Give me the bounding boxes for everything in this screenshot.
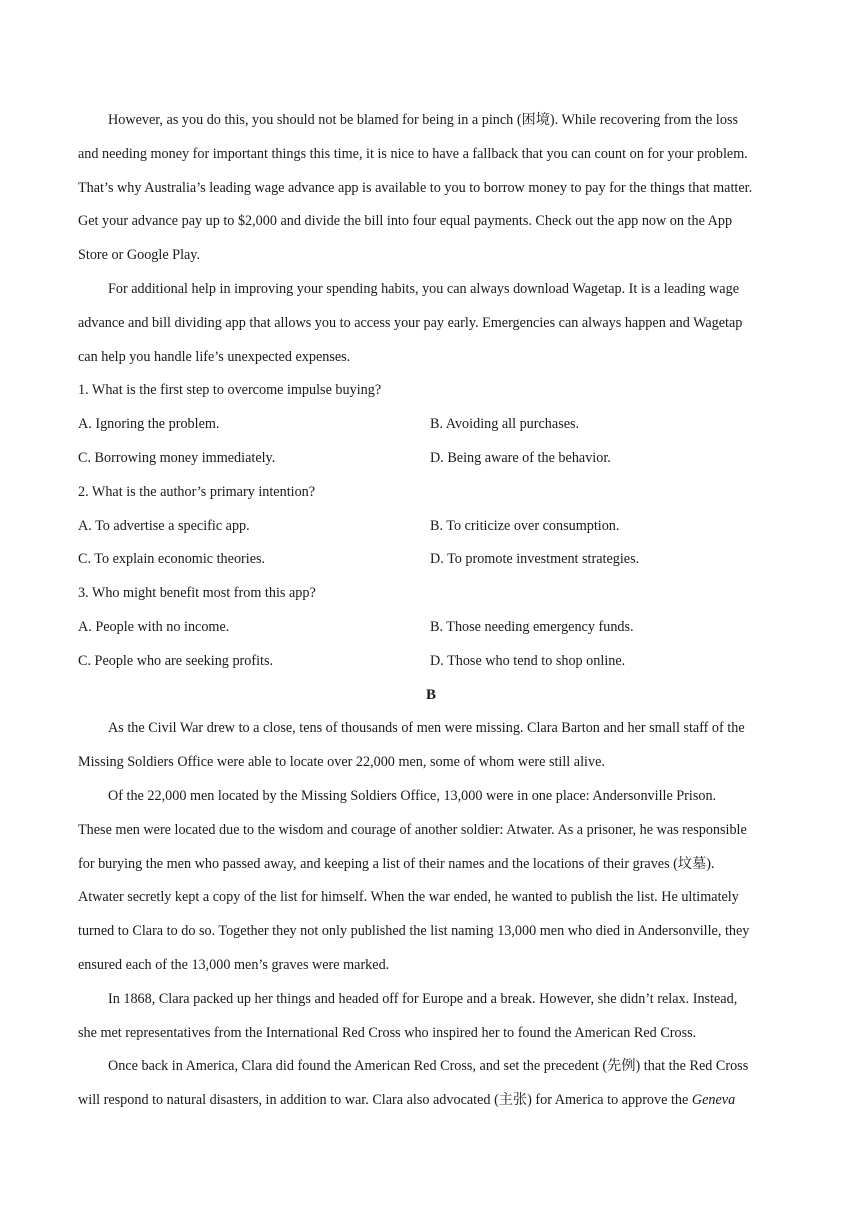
question-3 (78, 577, 784, 678)
option-a: A. To advertise a specific app. (78, 517, 250, 534)
paragraph-europe-trip (78, 983, 784, 1051)
question-stem: 2. What is the author’s primary intention? (78, 483, 316, 500)
text-line: Once back in America, Clara did found the American Red Cross, and set the precedent (先例) that the Red Cross (108, 1058, 749, 1075)
text-span: will respond to natural disasters, in addition to war. Clara also advocated (主张) for America to approve the (78, 1092, 692, 1109)
paragraph-red-cross (78, 1050, 784, 1118)
text-line: Missing Soldiers Office were able to locate over 22,000 men, some of whom were still alive. (78, 754, 605, 771)
text-line: she met representatives from the International Red Cross who inspired her to found the American Red Cross. (78, 1024, 697, 1041)
text-line: and needing money for important things this time, it is nice to have a fallback that you can count on for your problem. (78, 145, 748, 162)
document-page (78, 104, 784, 1118)
question-stem: 3. Who might benefit most from this app? (78, 585, 316, 602)
text-line: However, as you do this, you should not be blamed for being in a pinch (困境). While recovering from the loss (108, 112, 738, 128)
question-1 (78, 374, 784, 475)
text-line: Atwater secretly kept a copy of the list for himself. When the war ended, he wanted to publish the list. He ultimately (78, 889, 739, 906)
text-line (78, 1084, 784, 1118)
option-c: C. People who are seeking profits. (78, 652, 274, 669)
text-line: That’s why Australia’s leading wage advance app is available to you to borrow money to pay for the things that matter. (78, 179, 753, 196)
text-line: ensured each of the 13,000 men’s graves were marked. (78, 956, 390, 973)
text-line: Store or Google Play. (78, 247, 201, 264)
option-c: C. Borrowing money immediately. (78, 449, 276, 466)
text-line: For additional help in improving your spending habits, you can always download Wagetap. It is a leading wage (108, 280, 739, 297)
option-c: C. To explain economic theories. (78, 551, 266, 568)
paragraph-andersonville (78, 780, 784, 983)
option-d: D. Those who tend to shop online. (430, 652, 626, 669)
text-line: Of the 22,000 men located by the Missing Soldiers Office, 13,000 were in one place: Andersonville Prison. (108, 787, 717, 804)
paragraph-fallback-app (78, 104, 784, 273)
text-line: can help you handle life’s unexpected expenses. (78, 348, 351, 365)
option-a: A. People with no income. (78, 618, 230, 635)
text-line: for burying the men who passed away, and keeping a list of their names and the locations of their graves (坟墓). (78, 855, 715, 872)
option-b: B. To criticize over consumption. (430, 517, 620, 534)
text-line: turned to Clara to do so. Together they not only published the list naming 13,000 men who died in Andersonville, they (78, 923, 750, 940)
text-line: In 1868, Clara packed up her things and headed off for Europe and a break. However, she didn’t relax. Instead, (108, 990, 738, 1007)
text-line: These men were located due to the wisdom and courage of another soldier: Atwater. As a prisoner, he was responsible (78, 821, 747, 838)
paragraph-civil-war (78, 712, 784, 780)
italic-term: Geneva (691, 1092, 736, 1109)
option-d: D. To promote investment strategies. (430, 551, 640, 568)
question-stem: 1. What is the first step to overcome impulse buying? (78, 382, 382, 399)
option-b: B. Avoiding all purchases. (430, 416, 580, 433)
option-a: A. Ignoring the problem. (78, 416, 220, 433)
section-title-b: B (425, 686, 436, 703)
text-line: advance and bill dividing app that allows you to access your pay early. Emergencies can always happen and Wagetap (78, 314, 743, 331)
option-b: B. Those needing emergency funds. (430, 618, 634, 635)
option-d: D. Being aware of the behavior. (430, 449, 611, 466)
text-line: Get your advance pay up to $2,000 and divide the bill into four equal payments. Check out the app now on the App (78, 213, 733, 230)
question-2 (78, 476, 784, 577)
paragraph-wagetap (78, 273, 784, 374)
text-line: As the Civil War drew to a close, tens of thousands of men were missing. Clara Barton and her small staff of the (108, 720, 745, 737)
